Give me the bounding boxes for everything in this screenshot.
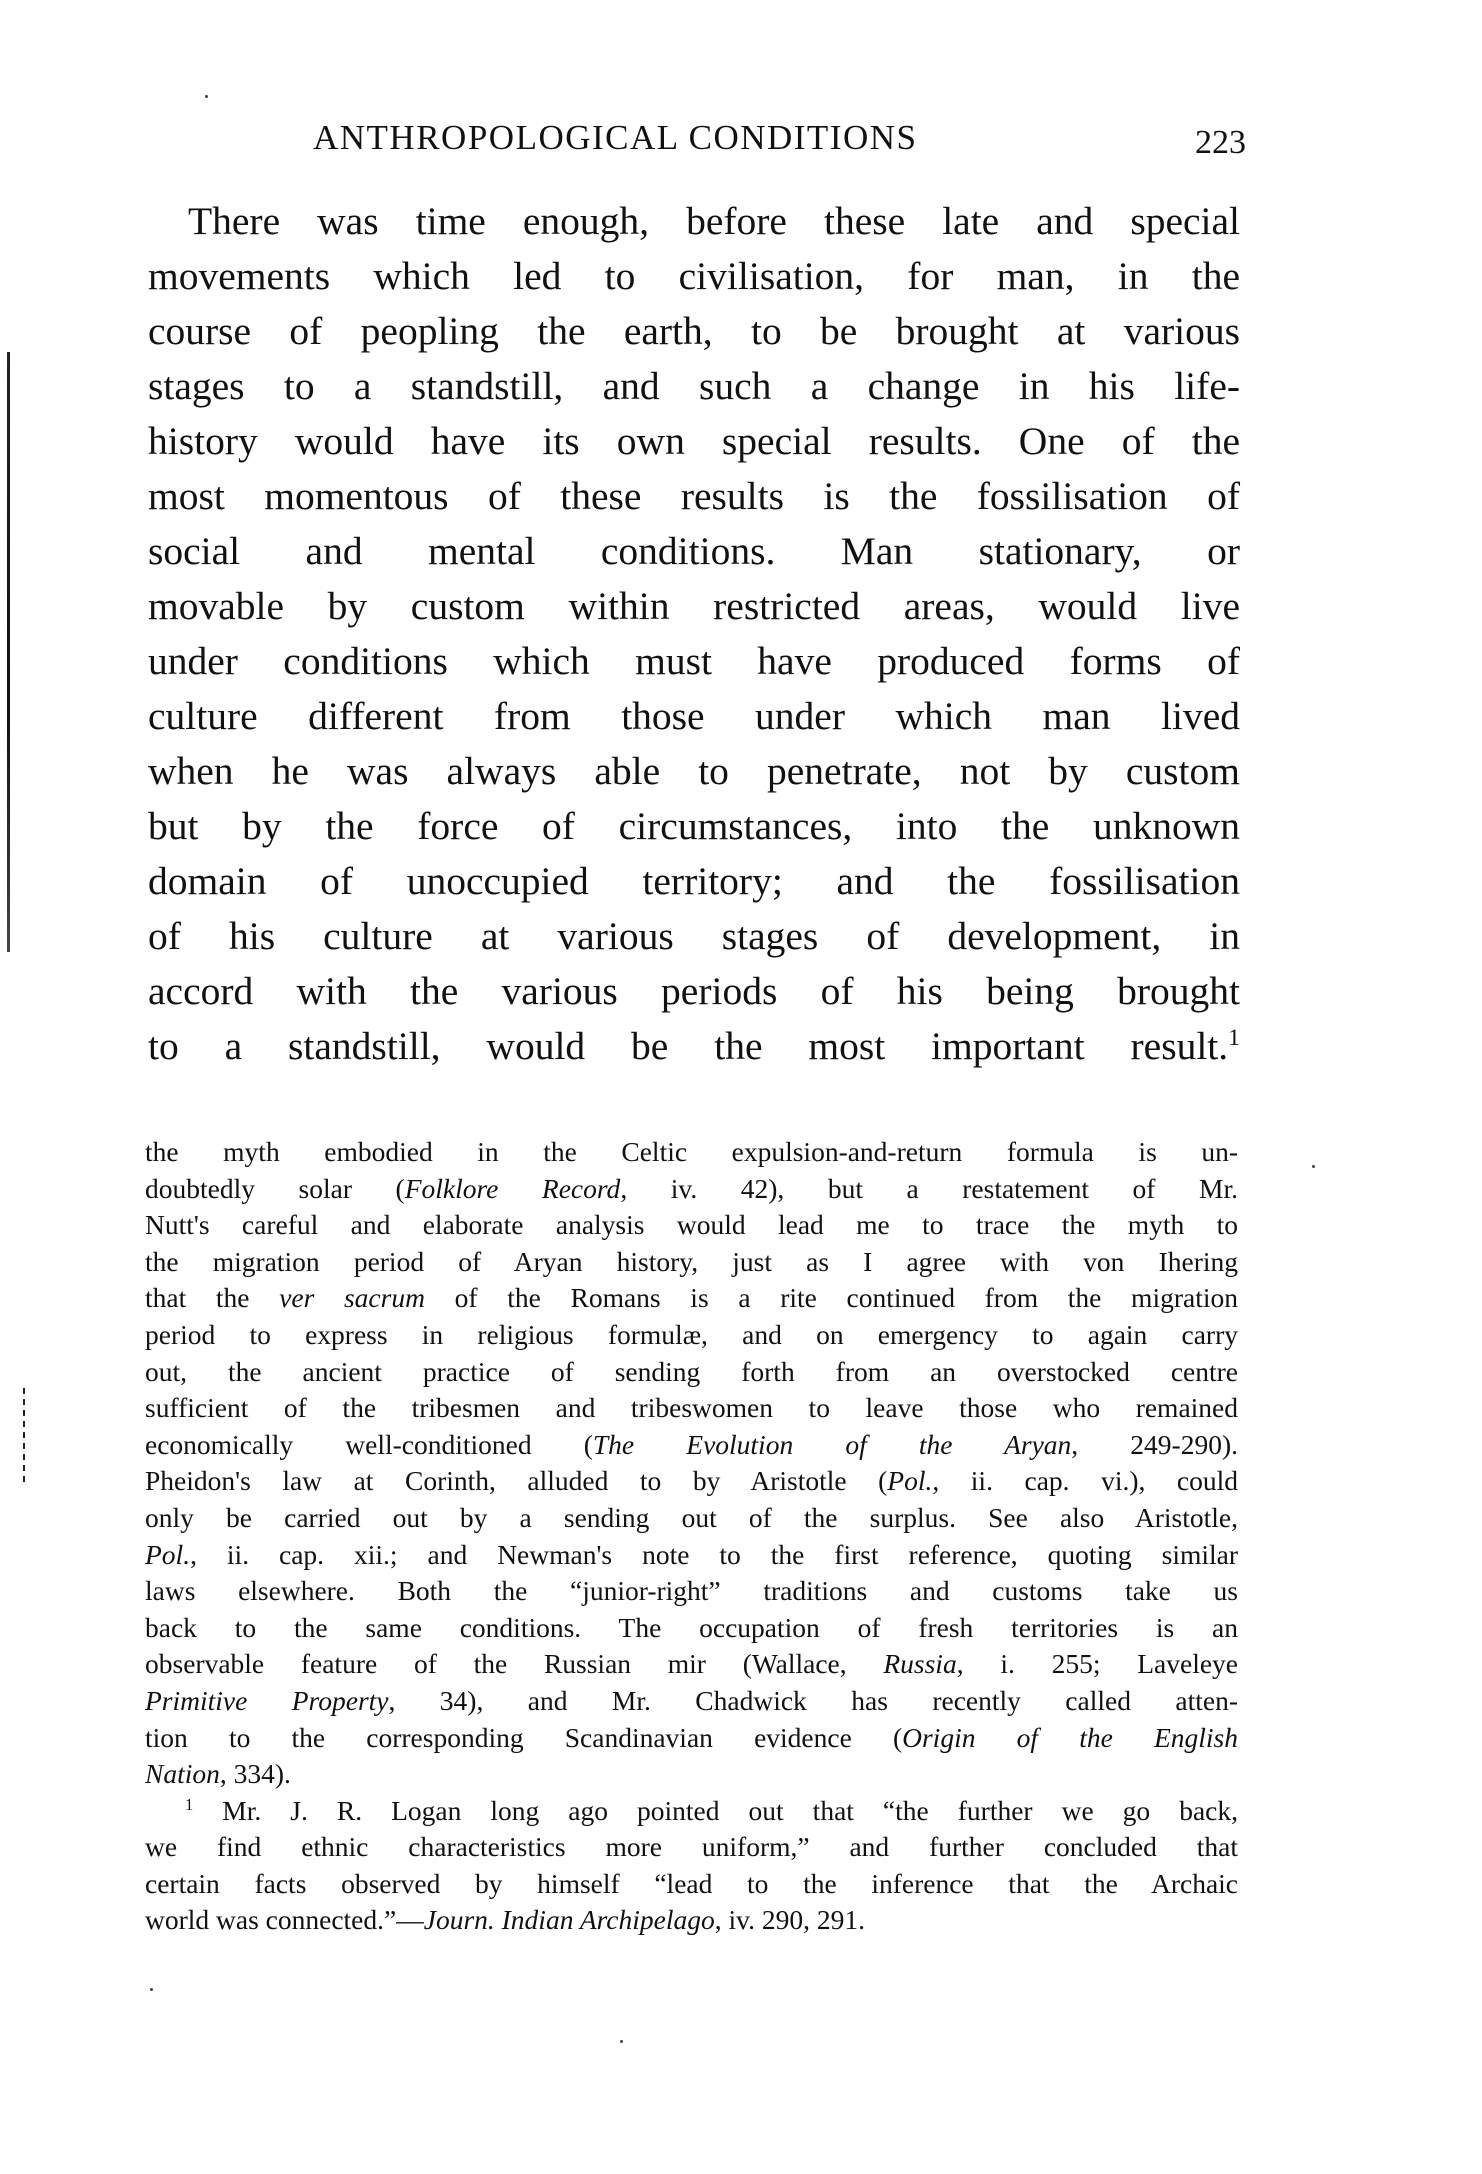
body-line: to a standstill, would be the most important result.$^1$ (148, 1024, 1240, 1068)
footnote-line: period to express in religious formulæ, and on emergency to again carry (145, 1318, 1238, 1350)
body-line: when he was always able to penetrate, not by custom (148, 749, 1240, 793)
citation-title: Primitive Property (145, 1684, 389, 1716)
footnote-line: doubtedly solar (Folklore Record, iv. 42), but a restatement of Mr. (145, 1172, 1238, 1204)
footnote-line: Primitive Property, 34), and Mr. Chadwick has recently called atten- (145, 1684, 1238, 1716)
footnote-line: certain facts observed by himself “lead to the inference that the Archaic (145, 1867, 1238, 1899)
footnote-line: back to the same conditions. The occupation of fresh territories is an (145, 1611, 1238, 1643)
footnote-line: we find ethnic characteristics more uniform,” and further concluded that (145, 1831, 1238, 1863)
footnote-line: Pol., ii. cap. xii.; and Newman's note to the first reference, quoting similar (145, 1538, 1238, 1570)
footnote-line: out, the ancient practice of sending forth from an overstocked centre (145, 1355, 1238, 1387)
body-line: There was time enough, before these late and special (188, 199, 1240, 243)
scan-speck (620, 2040, 623, 2043)
body-line: culture different from those under which man lived (148, 694, 1240, 738)
footnotes (145, 1134, 1238, 1939)
body-line: but by the force of circumstances, into the unknown (148, 804, 1240, 848)
footnote-line: tion to the corresponding Scandinavian evidence (Origin of the English (145, 1721, 1238, 1753)
running-head: ANTHROPOLOGICAL CONDITIONS (313, 118, 918, 157)
main-paragraph (148, 194, 1240, 1074)
scan-speck (1312, 1165, 1315, 1168)
citation-title: ver sacrum (279, 1282, 425, 1314)
scan-speck (205, 95, 208, 98)
footnote-ref[interactable]: 1 (1228, 1024, 1240, 1051)
citation-title: Origin of the English (902, 1721, 1238, 1753)
body-line: under conditions which must have produced forms of (148, 639, 1240, 683)
footnote-line: Pheidon's law at Corinth, alluded to by Aristotle (Pol., ii. cap. vi.), could (145, 1465, 1238, 1497)
body-line: movements which led to civilisation, for man, in the (148, 254, 1240, 298)
footnote-marker: 1 (185, 1794, 194, 1814)
body-line: course of peopling the earth, to be brought at various (148, 309, 1240, 353)
body-line: most momentous of these results is the fossilisation of (148, 474, 1240, 518)
citation-title: Nation (145, 1758, 220, 1790)
footnote-line: economically well-conditioned (The Evolution of the Aryan, 249-290). (145, 1428, 1238, 1460)
binding-scan-dots (23, 1388, 25, 1483)
body-line: history would have its own special results. One of the (148, 419, 1240, 463)
body-line: movable by custom within restricted areas, would live (148, 584, 1240, 628)
footnote-line: $^1$ Mr. J. R. Logan long ago pointed out that “the further we go back, (185, 1794, 1238, 1826)
footnote-line: the migration period of Aryan history, just as I agree with von Ihering (145, 1245, 1238, 1277)
citation-title: Journ. Indian Archipelago (423, 1904, 715, 1936)
scan-speck (150, 1988, 153, 1991)
footnote-line: only be carried out by a sending out of the surplus. See also Aristotle, (145, 1501, 1238, 1533)
body-line: of his culture at various stages of development, in (148, 914, 1240, 958)
footnote-line: observable feature of the Russian mir (Wallace, Russia, i. 255; Laveleye (145, 1648, 1238, 1680)
footnote-line: world was connected.”—Journ. Indian Archipelago, iv. 290, 291. (145, 1904, 865, 1936)
body-line: domain of unoccupied territory; and the fossilisation (148, 859, 1240, 903)
footnote-line: laws elsewhere. Both the “junior-right” traditions and customs take us (145, 1575, 1238, 1607)
footnote-line: that the ver sacrum of the Romans is a rite continued from the migration (145, 1282, 1238, 1314)
footnote-line: sufficient of the tribesmen and tribeswomen to leave those who remained (145, 1392, 1238, 1424)
body-line: stages to a standstill, and such a change in his life- (148, 364, 1240, 408)
citation-title: Pol. (145, 1538, 191, 1570)
binding-scan-mark (7, 352, 10, 952)
citation-title: Russia (883, 1648, 957, 1680)
footnote-line: Nation, 334). (145, 1758, 291, 1790)
footnote-line: Nutt's careful and elaborate analysis would lead me to trace the myth to (145, 1209, 1238, 1241)
footnote-line: the myth embodied in the Celtic expulsion-and-return formula is un- (145, 1136, 1238, 1167)
body-line: social and mental conditions. Man stationary, or (148, 529, 1240, 573)
citation-title: Folklore Record (404, 1172, 621, 1204)
page-number: 223 (1195, 124, 1246, 161)
citation-title: Pol. (887, 1465, 933, 1497)
citation-title: The Evolution of the Aryan (592, 1428, 1072, 1460)
body-line: accord with the various periods of his being brought (148, 969, 1240, 1013)
